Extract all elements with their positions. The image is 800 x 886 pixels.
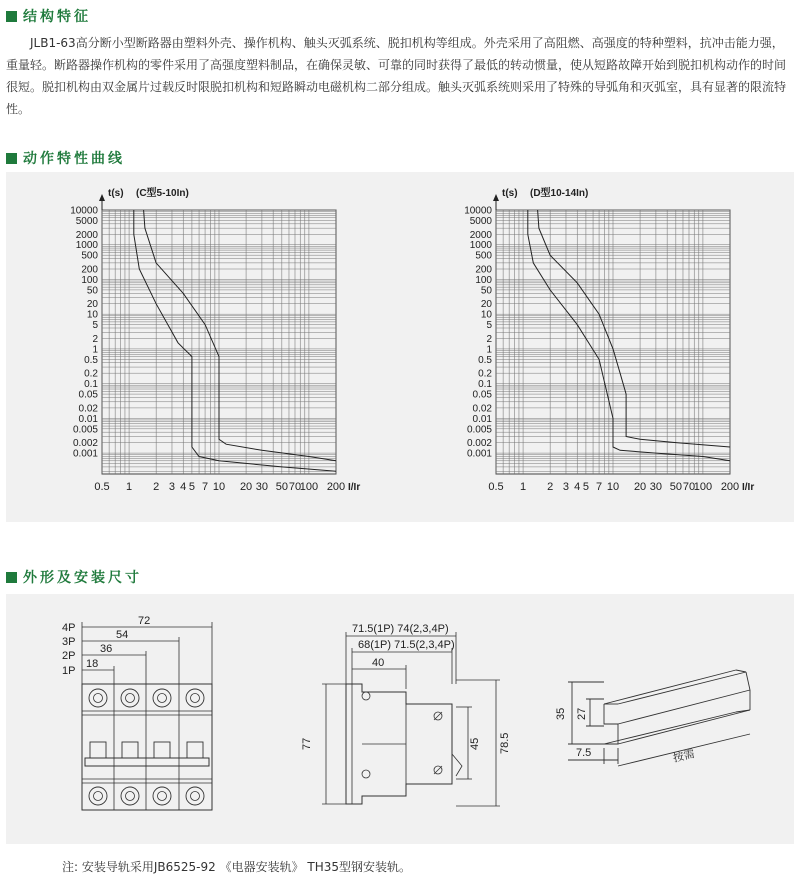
y-tick-label: 2000: [75, 229, 98, 241]
pole-label-1p: 1P: [62, 665, 76, 677]
x-tick-label: 3: [168, 481, 176, 493]
y-tick-label: 0.5: [84, 354, 98, 366]
handle-window: [122, 742, 138, 758]
terminal-screw-head: [94, 792, 103, 801]
section-structure-title: [6, 7, 91, 25]
tripping-curve-lower: [528, 210, 730, 461]
dim-54: 54: [116, 629, 129, 641]
installation-note: 注: 安装导轨采用JB6525-92 《电器安装轨》 TH35型钢安装轨。: [62, 860, 412, 874]
dim-72: 72: [138, 615, 151, 627]
y-tick-label: 10: [86, 309, 98, 321]
y-tick-label: 0.002: [466, 438, 492, 450]
y-tick-label: 0.01: [472, 413, 492, 425]
dim-40: 40: [372, 657, 385, 669]
dim-7-5: 7.5: [576, 747, 592, 759]
dim-35: 35: [555, 707, 567, 720]
y-tick-label: 1000: [75, 240, 98, 252]
y-tick-label: 0.1: [478, 379, 492, 391]
y-tick-label: 50: [480, 285, 492, 297]
x-tick-label: 0.5: [94, 481, 110, 493]
terminal-screw-head: [158, 694, 167, 703]
x-axis-label: I/Ir: [348, 482, 361, 493]
square-bullet-icon: [6, 572, 17, 583]
y-tick-label: 0.002: [72, 438, 98, 450]
x-tick-label: 50: [669, 481, 682, 493]
y-axis-label: t(s): [108, 188, 124, 199]
terminal-screw: [89, 787, 107, 805]
y-tick-label: 20: [480, 299, 492, 311]
square-bullet-icon: [6, 153, 17, 164]
y-tick-label: 20: [86, 299, 98, 311]
y-tick-label: 0.1: [84, 379, 98, 391]
section-title-text: 动作特性曲线: [23, 151, 125, 167]
y-tick-label: 0.05: [78, 389, 98, 401]
dim-27: 27: [576, 707, 588, 720]
y-tick-label: 500: [81, 250, 98, 262]
y-tick-label: 0.001: [466, 448, 492, 460]
x-tick-label: 100: [299, 481, 319, 493]
y-tick-label: 0.01: [78, 413, 98, 425]
curves-panel: [6, 172, 794, 522]
y-tick-label: 0.001: [72, 448, 98, 460]
y-tick-label: 0.02: [472, 403, 492, 415]
y-tick-label: 1000: [469, 240, 492, 252]
dim-18: 18: [86, 658, 99, 670]
pole-label-4p: 4P: [62, 622, 76, 634]
terminal-screw-head: [191, 694, 200, 703]
y-tick-label: 0.5: [478, 354, 492, 366]
tripping-curve-upper: [538, 210, 730, 447]
y-tick-label: 5: [92, 320, 98, 332]
pole-label-3p: 3P: [62, 636, 76, 648]
dimensions-panel: [6, 594, 794, 844]
x-tick-label: 20: [239, 481, 253, 493]
x-tick-label: 30: [255, 481, 269, 493]
x-tick-label: 10: [212, 481, 226, 493]
x-tick-label: 1: [520, 481, 527, 493]
section-curves-title: [6, 149, 125, 167]
y-tick-label: 2000: [469, 229, 492, 241]
x-tick-label: 4: [180, 481, 187, 493]
x-tick-label: 4: [574, 481, 581, 493]
y-tick-label: 0.005: [72, 424, 98, 436]
x-tick-label: 200: [326, 481, 346, 493]
y-tick-label: 1: [486, 344, 492, 356]
handle-window: [187, 742, 203, 758]
terminal-screw: [121, 787, 139, 805]
y-tick-label: 0.05: [472, 389, 492, 401]
chart-title: (C型5-10In): [136, 188, 189, 199]
y-tick-label: 5000: [469, 215, 492, 227]
terminal-screw: [121, 689, 139, 707]
dim-45: 45: [469, 737, 481, 750]
x-tick-label: 30: [649, 481, 663, 493]
terminal-screw-head: [94, 694, 103, 703]
front-view-drawing: [6, 594, 246, 844]
pole-label-2p: 2P: [62, 650, 76, 662]
terminal-screw: [153, 787, 171, 805]
y-tick-label: 0.005: [466, 424, 492, 436]
square-bullet-icon: [6, 11, 17, 22]
x-tick-label: 70: [682, 481, 696, 493]
x-tick-label: 200: [720, 481, 740, 493]
x-axis-label: I/Ir: [742, 482, 755, 493]
dim-77: 77: [301, 737, 313, 750]
y-tick-label: 10000: [70, 205, 98, 217]
y-tick-label: 2: [486, 333, 492, 345]
dim-36: 36: [100, 643, 113, 655]
x-tick-label: 50: [275, 481, 288, 493]
x-tick-label: 2: [153, 481, 160, 493]
x-tick-label: 1: [126, 481, 133, 493]
y-tick-label: 2: [92, 333, 98, 345]
x-tick-label: 5: [188, 481, 195, 493]
x-tick-label: 7: [202, 481, 209, 493]
y-tick-label: 50: [86, 285, 98, 297]
terminal-screw: [186, 689, 204, 707]
y-tick-label: 200: [475, 264, 492, 276]
chart-d-type: [400, 172, 794, 522]
y-tick-label: 0.2: [478, 368, 492, 380]
y-tick-label: 5000: [75, 215, 98, 227]
y-tick-label: 200: [81, 264, 98, 276]
x-tick-label: 10: [606, 481, 620, 493]
y-tick-label: 5: [486, 320, 492, 332]
terminal-screw: [153, 689, 171, 707]
y-tick-label: 100: [81, 274, 98, 286]
x-tick-label: 5: [582, 481, 589, 493]
x-tick-label: 70: [288, 481, 302, 493]
y-tick-label: 0.2: [84, 368, 98, 380]
y-tick-label: 500: [475, 250, 492, 262]
section-dimensions-title: [6, 568, 142, 586]
y-tick-label: 100: [475, 274, 492, 286]
section-title-text: 结构特征: [23, 9, 91, 25]
y-tick-label: 0.02: [78, 403, 98, 415]
x-tick-label: 7: [596, 481, 603, 493]
x-tick-label: 0.5: [488, 481, 504, 493]
terminal-screw-head: [191, 792, 200, 801]
terminal-screw: [89, 689, 107, 707]
chart-c-type: [6, 172, 400, 522]
y-tick-label: 10000: [464, 205, 492, 217]
terminal-screw: [186, 787, 204, 805]
chart-title: (D型10-14In): [530, 188, 589, 199]
dim-top-68-71: 68(1P) 71.5(2,3,4P): [358, 639, 455, 651]
x-tick-label: 20: [633, 481, 647, 493]
y-arrow-head-icon: [493, 194, 499, 201]
handle-window: [154, 742, 170, 758]
structure-paragraph: JLB1-63高分断小型断路器由塑料外壳、操作机构、触头灭弧系统、脱扣机构等组成。外壳采用了高阻燃、高强度的特种塑料，抗冲击能力强，重量轻。断路器操作机构的零件采用了高强度塑料制品，在确保灵敏、可靠的同时获得了最低的转动惯量，使从短路故障开始到脱扣机构动作的时间很短。脱扣机构由双金属片过载反时限脱扣机构和短路瞬动电磁机构二部分组成。触头灭弧系统则采用了特殊的导弧角和灭弧室，具有显著的限流特性。: [6, 36, 787, 116]
y-axis-label: t(s): [502, 188, 518, 199]
terminal-screw-head: [126, 694, 135, 703]
handle-window: [90, 742, 106, 758]
din-rail-drawing: [546, 594, 786, 844]
x-tick-label: 2: [547, 481, 554, 493]
y-tick-label: 10: [480, 309, 492, 321]
rail-length-label: 按需: [671, 747, 697, 765]
dim-78-5: 78.5: [499, 732, 511, 754]
side-view-drawing: [296, 594, 526, 844]
y-tick-label: 1: [92, 344, 98, 356]
x-tick-label: 100: [693, 481, 713, 493]
section-title-text: 外形及安装尺寸: [23, 570, 142, 586]
terminal-screw-head: [158, 792, 167, 801]
tripping-curve-upper: [144, 210, 336, 461]
x-tick-label: 3: [562, 481, 570, 493]
dim-top-71-74: 71.5(1P) 74(2,3,4P): [352, 623, 449, 635]
terminal-screw-head: [126, 792, 135, 801]
y-arrow-head-icon: [99, 194, 105, 201]
